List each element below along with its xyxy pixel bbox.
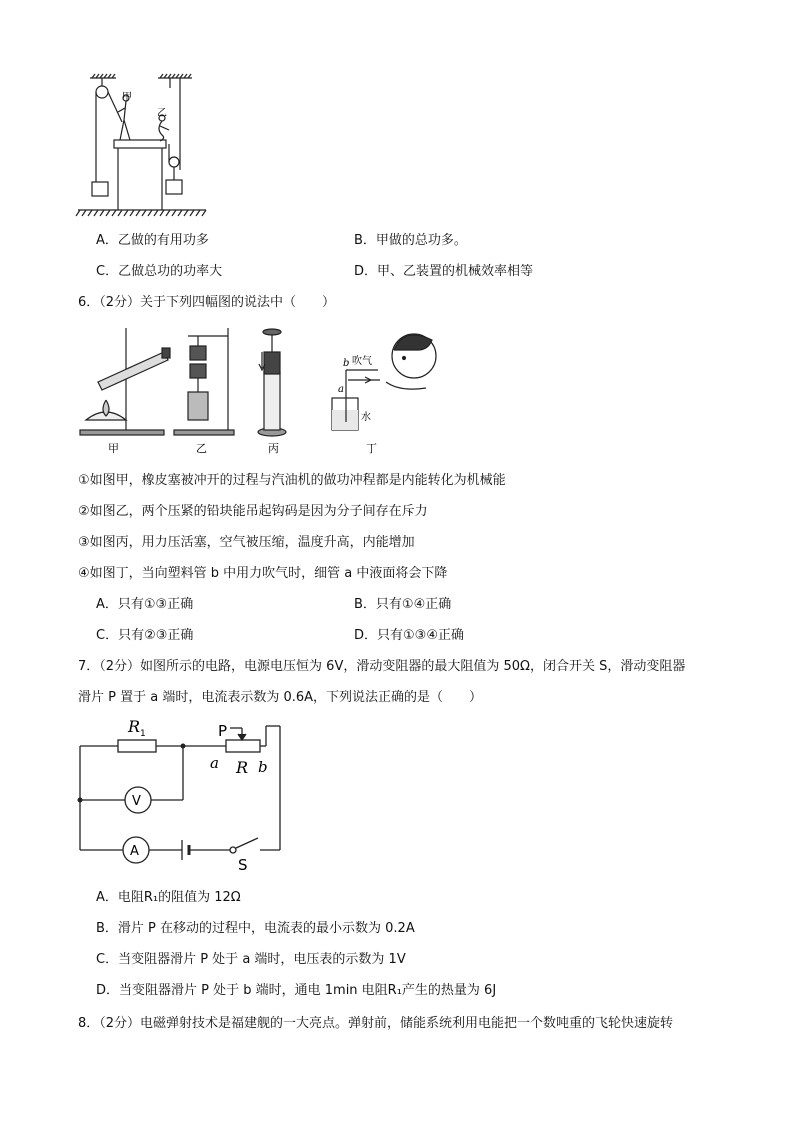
fig6-b-label: b (343, 358, 350, 369)
q6-option-b: B．只有①④正确 (354, 597, 452, 612)
q7-option-a: A．电阻R₁的阻值为 12Ω (96, 890, 241, 905)
fig6-label-jia: 甲 (108, 442, 119, 455)
fig6-a-label: a (338, 384, 344, 395)
q7-stem-line-2: 滑片 P 置于 a 端时，电流表示数为 0.6A，下列说法正确的是（ ） (78, 690, 483, 705)
q6-figures (76, 322, 446, 456)
q6-option-a: A．只有①③正确 (96, 597, 194, 612)
q5-option-a: A．乙做的有用功多 (96, 233, 209, 248)
q8-stem: 8．（2分）电磁弹射技术是福建舰的一大亮点。弹射前，储能系统利用电能把一个数吨重的飞轮快速旋转 (78, 1016, 674, 1031)
q7-stem-line-1: 7．（2分）如图所示的电路，电源电压恒为 6V，滑动变阻器的最大阻值为 50Ω，闭合开关 S，滑动变阻器 (78, 659, 686, 674)
circuit-p-label: P (218, 722, 228, 740)
circuit-diagram (70, 712, 290, 872)
switch-s-label: S (238, 856, 248, 872)
q6-statement-2: ②如图乙，两个压紧的铅块能吊起钩码是因为分子间存在斥力 (78, 504, 428, 519)
fig6-label-yi: 乙 (196, 442, 207, 455)
q5-option-d: D．甲、乙装置的机械效率相等 (354, 264, 534, 279)
fig6-label-ding: 丁 (366, 442, 377, 455)
circuit-r-label: R (236, 758, 249, 777)
q6-statement-1: ①如图甲，橡皮塞被冲开的过程与汽油机的做功冲程都是内能转化为机械能 (78, 473, 506, 488)
label-yi: 乙 (157, 108, 167, 119)
q6-stem: 6．（2分）关于下列四幅图的说法中（ ） (78, 295, 336, 310)
circuit-r1-label: R (128, 717, 141, 736)
voltmeter-label: V (132, 794, 141, 809)
q5-option-c: C．乙做总功的功率大 (96, 264, 223, 279)
q6-statement-3: ③如图丙，用力压活塞，空气被压缩，温度升高，内能增加 (78, 535, 415, 550)
ammeter-label: A (130, 844, 139, 859)
fig6-water-label: 水 (361, 412, 371, 423)
circuit-a-label: a (210, 754, 219, 772)
q7-option-b: B．滑片 P 在移动的过程中，电流表的最小示数为 0.2A (96, 921, 415, 936)
pulley-figure (74, 70, 214, 218)
q5-option-b: B．甲做的总功多。 (354, 233, 467, 248)
circuit-r1-subscript: 1 (140, 729, 146, 739)
fig6-label-bing: 丙 (268, 442, 279, 455)
circuit-b-label: b (258, 758, 268, 776)
label-jia: 甲 (122, 92, 132, 103)
q6-statement-4: ④如图丁，当向塑料管 b 中用力吹气时，细管 a 中液面将会下降 (78, 566, 448, 581)
q6-option-c: C．只有②③正确 (96, 628, 194, 643)
q7-option-d: D．当变阻器滑片 P 处于 b 端时，通电 1min 电阻R₁产生的热量为 6J (96, 983, 497, 998)
q7-option-c: C．当变阻器滑片 P 处于 a 端时，电压表的示数为 1V (96, 952, 406, 967)
q6-option-d: D．只有①③④正确 (354, 628, 464, 643)
fig6-blow-label: 吹气 (352, 356, 372, 367)
